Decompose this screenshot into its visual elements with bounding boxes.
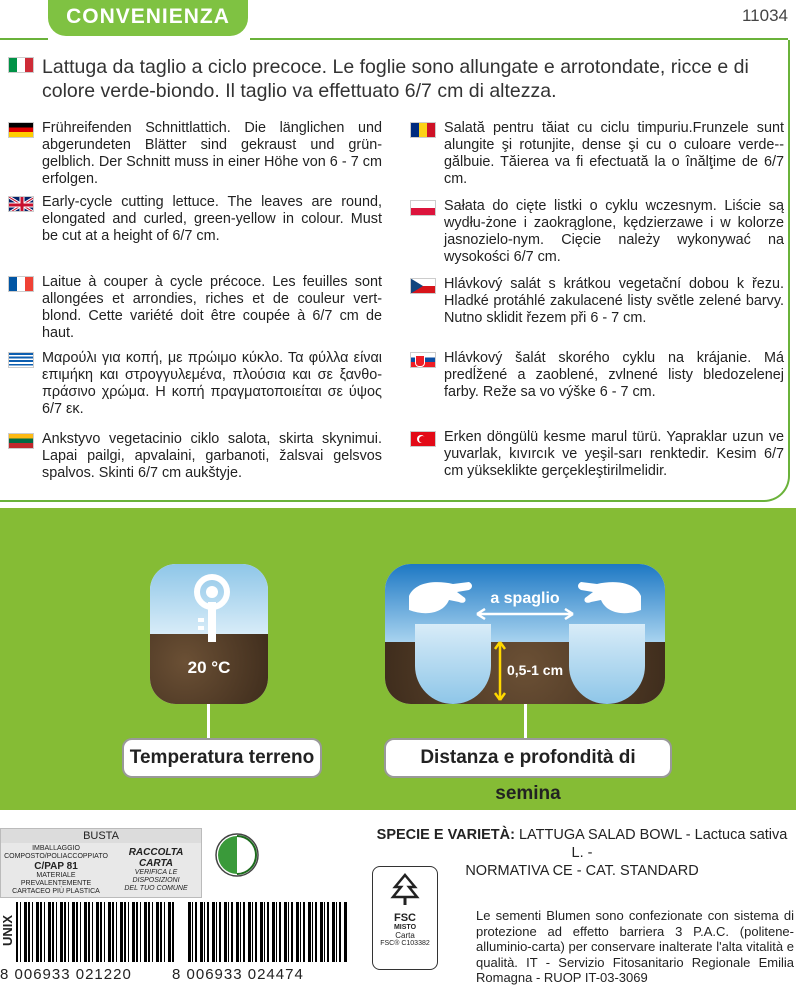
france-flag-icon: [8, 276, 34, 292]
double-arrow-icon: [475, 608, 575, 620]
description-it: Lattuga da taglio a ciclo precoce. Le foglie sono allungate e arrotondate, ricce e di colore verde-biondo. Il taglio va effettuato 6/7 cm di altezza.: [42, 56, 749, 102]
description-sk: Hlávkový šalát skorého cyklu na krájanie. Má predĺžené a zaoblené, zvlnené listy bledozelenej farby. Reže sa vo výške 6 - 7 cm.: [444, 350, 784, 400]
romania-flag-icon: [410, 122, 436, 138]
turkey-flag-icon: [410, 431, 436, 447]
sowing-caption: Distanza e profondità di semina: [384, 738, 672, 778]
species-title: SPECIE E VARIETÀ:: [376, 827, 515, 843]
uk-flag-icon: [8, 196, 34, 212]
header: [0, 0, 796, 40]
recycling-info: RACCOLTA CARTA VERIFICA LE DISPOSIZIONI DEL TUO COMUNE: [124, 847, 188, 892]
description-lt: Ankstyvo vegetacinio ciklo salota, skirta skynimui. Lapai pailgi, apvalaini, garbanoti, žalsvai gelsvos spalvos. Skinti 6/7 cm aukštyje.: [42, 431, 382, 481]
barcode-bars: [16, 902, 176, 962]
czech-flag-icon: [410, 278, 436, 294]
temperature-card: [150, 564, 268, 704]
depth-arrow-icon: [493, 640, 507, 702]
description-fr: Laitue à couper à cycle précoce. Les feuilles sont allongées et arrondies, riches et de couleur vert-blond. Cette variété doit être coupée à 6/7 cm de haut.: [42, 274, 382, 341]
hand-left-icon: [405, 574, 475, 622]
packaging-box: [0, 828, 202, 898]
poland-flag-icon: [410, 200, 436, 216]
barcode-bars: [188, 902, 348, 962]
brand-badge: CONVENIENZA: [48, 0, 248, 36]
description-pl: Sałata do cięte listki o cyklu wczesnym. Liście są wydłu-żone i zaokrąglone, kędzierzawe i w kolorze jasnozielo-nym. Cięcie należy wykonywać na wysokości 6/7 cm.: [444, 198, 784, 265]
sowing-card: [385, 564, 665, 704]
barcode-2: [188, 902, 348, 966]
seed-hole-right: [569, 624, 645, 704]
slovakia-flag-icon: [410, 352, 436, 368]
temperature-caption: Temperatura terreno: [122, 738, 322, 778]
connector-line: [524, 704, 527, 742]
barcode-1-number: 8 006933 021220: [0, 966, 132, 983]
fsc-logo: FSC MISTO Carta FSC® C103382: [372, 866, 438, 970]
depth-value: 0,5-1 cm: [507, 662, 564, 678]
barcode-2-number: 8 006933 024474: [172, 966, 304, 983]
sowing-info-panel: [0, 508, 796, 810]
lithuania-flag-icon: [8, 433, 34, 449]
greece-flag-icon: [8, 352, 34, 368]
seed-hole-left: [415, 624, 491, 704]
protection-notice: Le sementi Blumen sono confezionate con sistema di protezione ad effetto barriera 3 P.A.C. (politene-alluminio-carta) per conservare inalterate l'alta vitalità e qualità. IT - Servizio Fitosanitario Regionale Emilia Romagna - RUOP IT-03-3069: [476, 908, 794, 985]
fsc-tree-icon: [385, 873, 425, 907]
packaging-details: IMBALLAGGIO COMPOSTO/POLIACCOPPIATO C/PAP 81 MATERIALE PREVALENTEMENTE CARTACEO PIÙ PLASTICA: [4, 845, 108, 895]
species-line2: NORMATIVA CE - CAT. STANDARD: [465, 863, 699, 879]
green-dot-icon: [214, 832, 260, 878]
temperature-value: 20 °C: [187, 658, 231, 677]
description-ro: Salată pentru tăiat cu ciclu timpuriu.Frunzele sunt alungite şi rotunjite, dense şi cu o culoare verde--gălbuie. Tăierea va fi efectuată la o înălţime de 6/7 cm.: [444, 120, 784, 187]
description-en: Early-cycle cutting lettuce. The leaves are round, elongated and curled, green-yellow in colour. Must be cut at a height of 6/7 cm.: [42, 194, 382, 244]
species-line1: LATTUGA SALAD BOWL - Lactuca sativa L. -: [514, 827, 788, 861]
description-tr: Erken döngülü kesme marul türü. Yapraklar uzun ve yuvarlak, kıvırcık ve yeşil-sarı renktedir. Kesim 6/7 cm yükseklikte gerçekleştirilmelidir.: [444, 429, 784, 479]
frame-top-line-left: [0, 38, 48, 40]
hand-right-icon: [575, 574, 645, 622]
side-label: UNIX: [0, 914, 15, 946]
italy-flag-icon: [8, 57, 34, 73]
description-el: Μαρούλι για κοπή, με πρώιμο κύκλο. Τα φύλλα είναι επιμήκη και στρογγυλεμένα, πλούσια και σε ξανθο-πράσινο χρώμα. Η κοπή πραγματοποιείται σε ύψος 6/7 εκ.: [42, 350, 382, 417]
thermometer-icon: [190, 574, 234, 644]
description-cz: Hlávkový salát s krátkou vegetační dobou k řezu. Hladké protáhlé zakulacené listy světle zelené barvy. Nutno sklidit řezem při 6 - 7 cm.: [444, 276, 784, 326]
barcode-1: [16, 902, 176, 966]
germany-flag-icon: [8, 122, 34, 138]
product-code: 11034: [741, 6, 788, 25]
packaging-type: BUSTA: [1, 829, 201, 843]
frame-top-line: [250, 38, 788, 40]
connector-line: [207, 704, 210, 742]
description-de: Frühreifenden Schnittlattich. Die länglichen und abgerundeten Blätter sind gekraust und grün-gelblich. Der Schnitt muss in einer Höhe von 6 - 7 cm erfolgen.: [42, 120, 382, 187]
sowing-method-label: a spaglio: [490, 590, 560, 607]
